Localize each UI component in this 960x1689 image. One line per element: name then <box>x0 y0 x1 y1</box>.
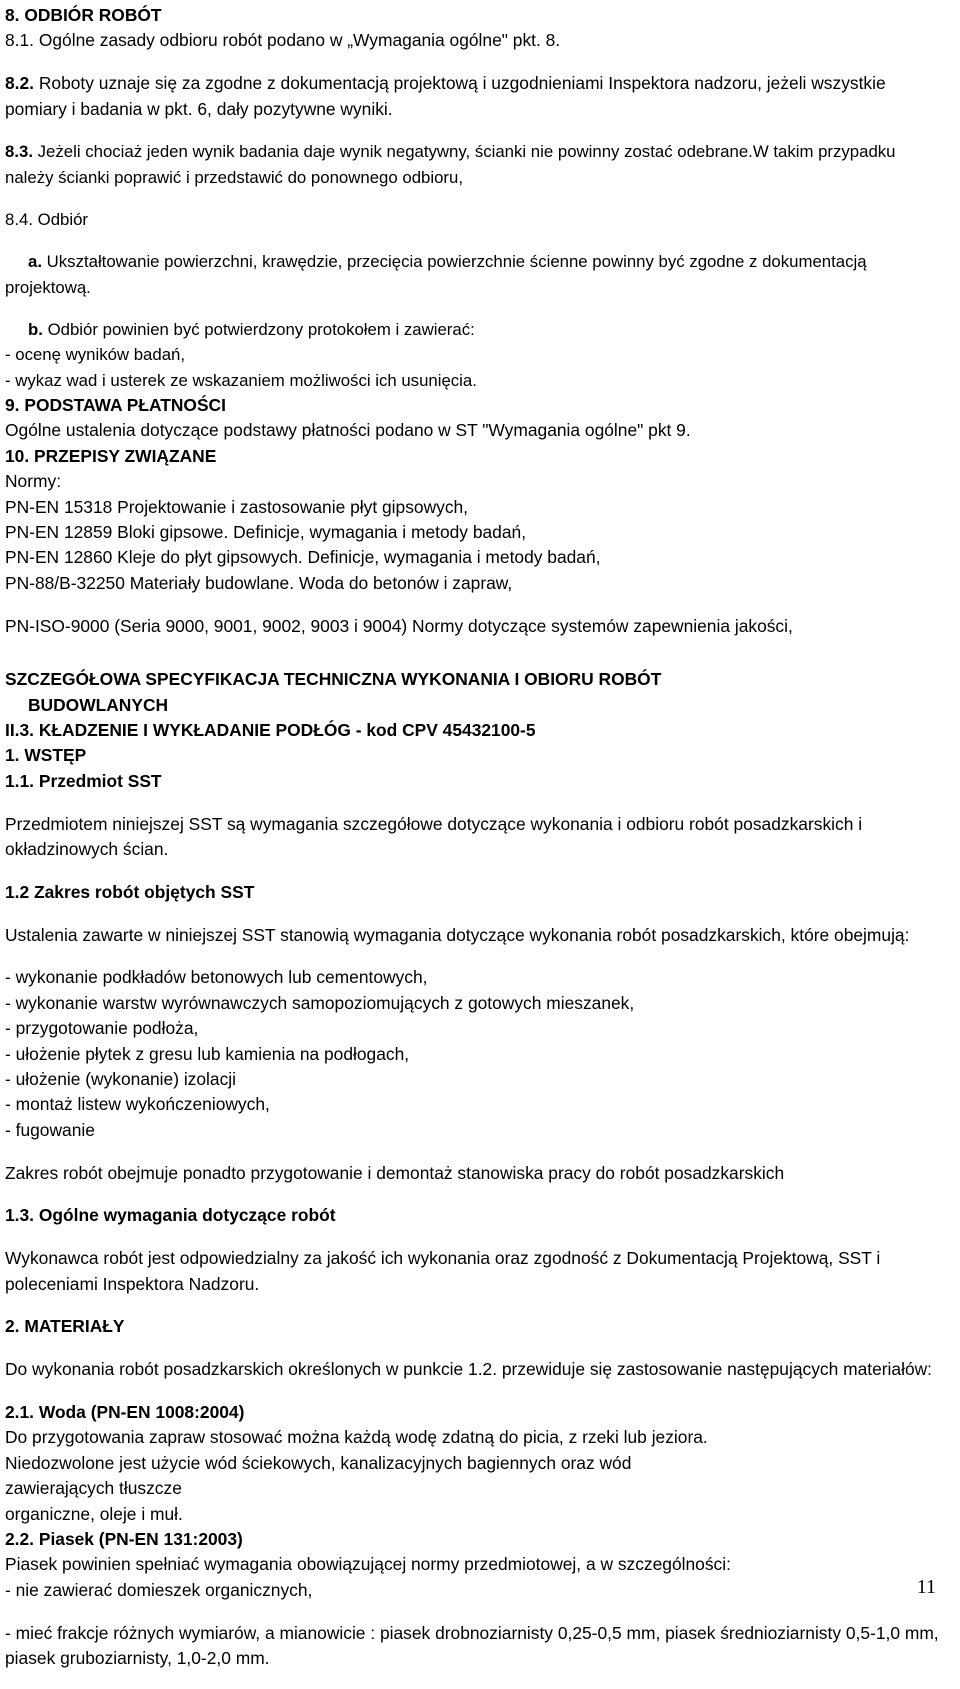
page-number: 11 <box>916 1576 936 1598</box>
section-2-1-line-3: zawierających tłuszcze <box>5 1478 182 1499</box>
section-2-1-heading: 2.1. Woda (PN-EN 1008:2004) <box>5 1401 245 1422</box>
section-9-text: Ogólne ustalenia dotyczące podstawy płatności podano w ST "Wymagania ogólne" pkt 9. <box>5 420 691 441</box>
section-2-1-line-2: Niedozwolone jest użycie wód ściekowych, kanalizacyjnych bagiennych oraz wód <box>5 1452 632 1473</box>
section-1-1-heading: 1.1. Przedmiot SST <box>5 770 162 791</box>
item-a <box>5 249 940 300</box>
norm-4: PN-88/B-32250 Materiały budowlane. Woda do betonów i zapraw, <box>5 572 513 593</box>
section-9-title: PODSTAWA PŁATNOŚCI <box>19 395 226 416</box>
document-body <box>5 3 940 1689</box>
norm-5: PN-ISO-9000 (Seria 9000, 9001, 9002, 9003 i 9004) Normy dotyczące systemów zapewnienia jakości, <box>5 615 793 636</box>
spec-subtitle: II.3. KŁADZENIE I WYKŁADANIE PODŁÓG - kod CPV 45432100-5 <box>5 719 536 740</box>
section-1-2-text: Ustalenia zawarte w niniejszej SST stanowią wymagania dotyczące wykonania robót posadzkarskich, które obejmują: <box>5 924 910 945</box>
section-2-2-line-1: Piasek powinien spełniać wymagania obowiązującej normy przedmiotowej, a w szczególności: <box>5 1554 731 1575</box>
paragraph-8-2-text: Roboty uznaje się za zgodne z dokumentacją projektową i uzgodnieniami Inspektora nadzoru, jeżeli wszystkie pomiary i badania w pkt. 6, dały pozytywne wyniki. <box>5 73 886 119</box>
paragraph-8-2 <box>5 71 940 122</box>
dash-item-1: - ocenę wyników badań, <box>5 345 186 365</box>
paragraph-8-1: 8.1. Ogólne zasady odbioru robót podano w „Wymagania ogólne" pkt. 8. <box>5 30 561 51</box>
section-2-heading: 2. MATERIAŁY <box>5 1316 125 1337</box>
paragraph-8-4: 8.4. Odbiór <box>5 210 89 230</box>
section-10-heading <box>5 444 940 469</box>
section-9-number: 9. <box>5 395 20 416</box>
item-a-text: Ukształtowanie powierzchni, krawędzie, przecięcia powierzchnie ścienne powinny być zgodne z dokumentacją projektową. <box>5 252 867 297</box>
paragraph-8-2-number: 8.2. <box>5 73 35 94</box>
scope-item: - ułożenie (wykonanie) izolacji <box>5 1068 237 1089</box>
paragraph-8-3 <box>5 139 940 190</box>
norms-label: Normy: <box>5 471 62 492</box>
section-1-3-heading: 1.3. Ogólne wymagania dotyczące robót <box>5 1205 336 1226</box>
section-1-1-text: Przedmiotem niniejszej SST są wymagania szczegółowe dotyczące wykonania i odbioru robót posadzkarskich i okładzinowych ścian. <box>5 813 863 859</box>
paragraph-8-3-number: 8.3. <box>5 142 33 162</box>
section-1-heading: 1. WSTĘP <box>5 745 87 766</box>
section-1-3-text: Wykonawca robót jest odpowiedzialny za jakość ich wykonania oraz zgodność z Dokumentacją Projektową, SST i poleceniami Inspektora Nadzoru. <box>5 1248 881 1294</box>
section-9-heading <box>5 393 940 418</box>
section-10-number: 10. <box>5 445 30 466</box>
section-2-1-line-4: organiczne, oleje i muł. <box>5 1503 183 1524</box>
item-a-label: a. <box>28 252 42 272</box>
section-2-1-line-1: Do przygotowania zapraw stosować można każdą wodę zdatną do picia, z rzeki lub jeziora. <box>5 1427 708 1448</box>
scope-item: - montaż listew wykończeniowych, <box>5 1094 270 1115</box>
item-b <box>5 317 940 342</box>
item-b-label: b. <box>28 319 43 339</box>
section-2-2-heading: 2.2. Piasek (PN-EN 131:2003) <box>5 1528 243 1549</box>
section-8-heading: 8. ODBIÓR ROBÓT <box>5 5 162 25</box>
section-1-2-heading: 1.2 Zakres robót objętych SST <box>5 881 255 902</box>
item-b-text: Odbiór powinien być potwierdzony protokołem i zawierać: <box>42 319 475 339</box>
section-10-title: PRZEPISY ZWIĄZANE <box>29 445 217 466</box>
paragraph-8-3-text: Jeżeli chociaż jeden wynik badania daje wynik negatywny, ścianki nie powinny zostać odebrane.W takim przypadku należy ścianki poprawić i przedstawić do ponownego odbioru, <box>5 142 896 187</box>
dash-item-2: - wykaz wad i usterek ze wskazaniem możliwości ich usunięcia. <box>5 370 477 390</box>
section-2-2-line-2: - nie zawierać domieszek organicznych, <box>5 1579 313 1600</box>
section-1-2-tail: Zakres robót obejmuje ponadto przygotowanie i demontaż stanowiska pracy do robót posadzkarskich <box>5 1162 785 1183</box>
scope-item: - ułożenie płytek z gresu lub kamienia na podłogach, <box>5 1043 410 1064</box>
norm-1: PN-EN 15318 Projektowanie i zastosowanie płyt gipsowych, <box>5 496 469 517</box>
norm-3: PN-EN 12860 Kleje do płyt gipsowych. Definicje, wymagania i metody badań, <box>5 547 601 568</box>
scope-item: - przygotowanie podłoża, <box>5 1018 199 1039</box>
scope-item: - fugowanie <box>5 1119 95 1140</box>
scope-item: - wykonanie podkładów betonowych lub cementowych, <box>5 967 428 988</box>
scope-item: - wykonanie warstw wyrównawczych samopoziomujących z gotowych mieszanek, <box>5 992 635 1013</box>
section-2-2-line-3: - mieć frakcje różnych wymiarów, a mianowicie : piasek drobnoziarnisty 0,25-0,5 mm, piasek średnioziarnisty 0,5-1,0 mm, piasek gruboziarnisty, 1,0-2,0 mm. <box>5 1622 939 1668</box>
section-2-text: Do wykonania robót posadzkarskich określonych w punkcie 1.2. przewiduje się zastosowanie następujących materiałów: <box>5 1359 933 1380</box>
spec-title-line-1: SZCZEGÓŁOWA SPECYFIKACJA TECHNICZNA WYKONANIA I OBIORU ROBÓT <box>5 669 662 690</box>
spec-title-line-2: BUDOWLANYCH <box>28 694 169 715</box>
norm-2: PN-EN 12859 Bloki gipsowe. Definicje, wymagania i metody badań, <box>5 522 527 543</box>
